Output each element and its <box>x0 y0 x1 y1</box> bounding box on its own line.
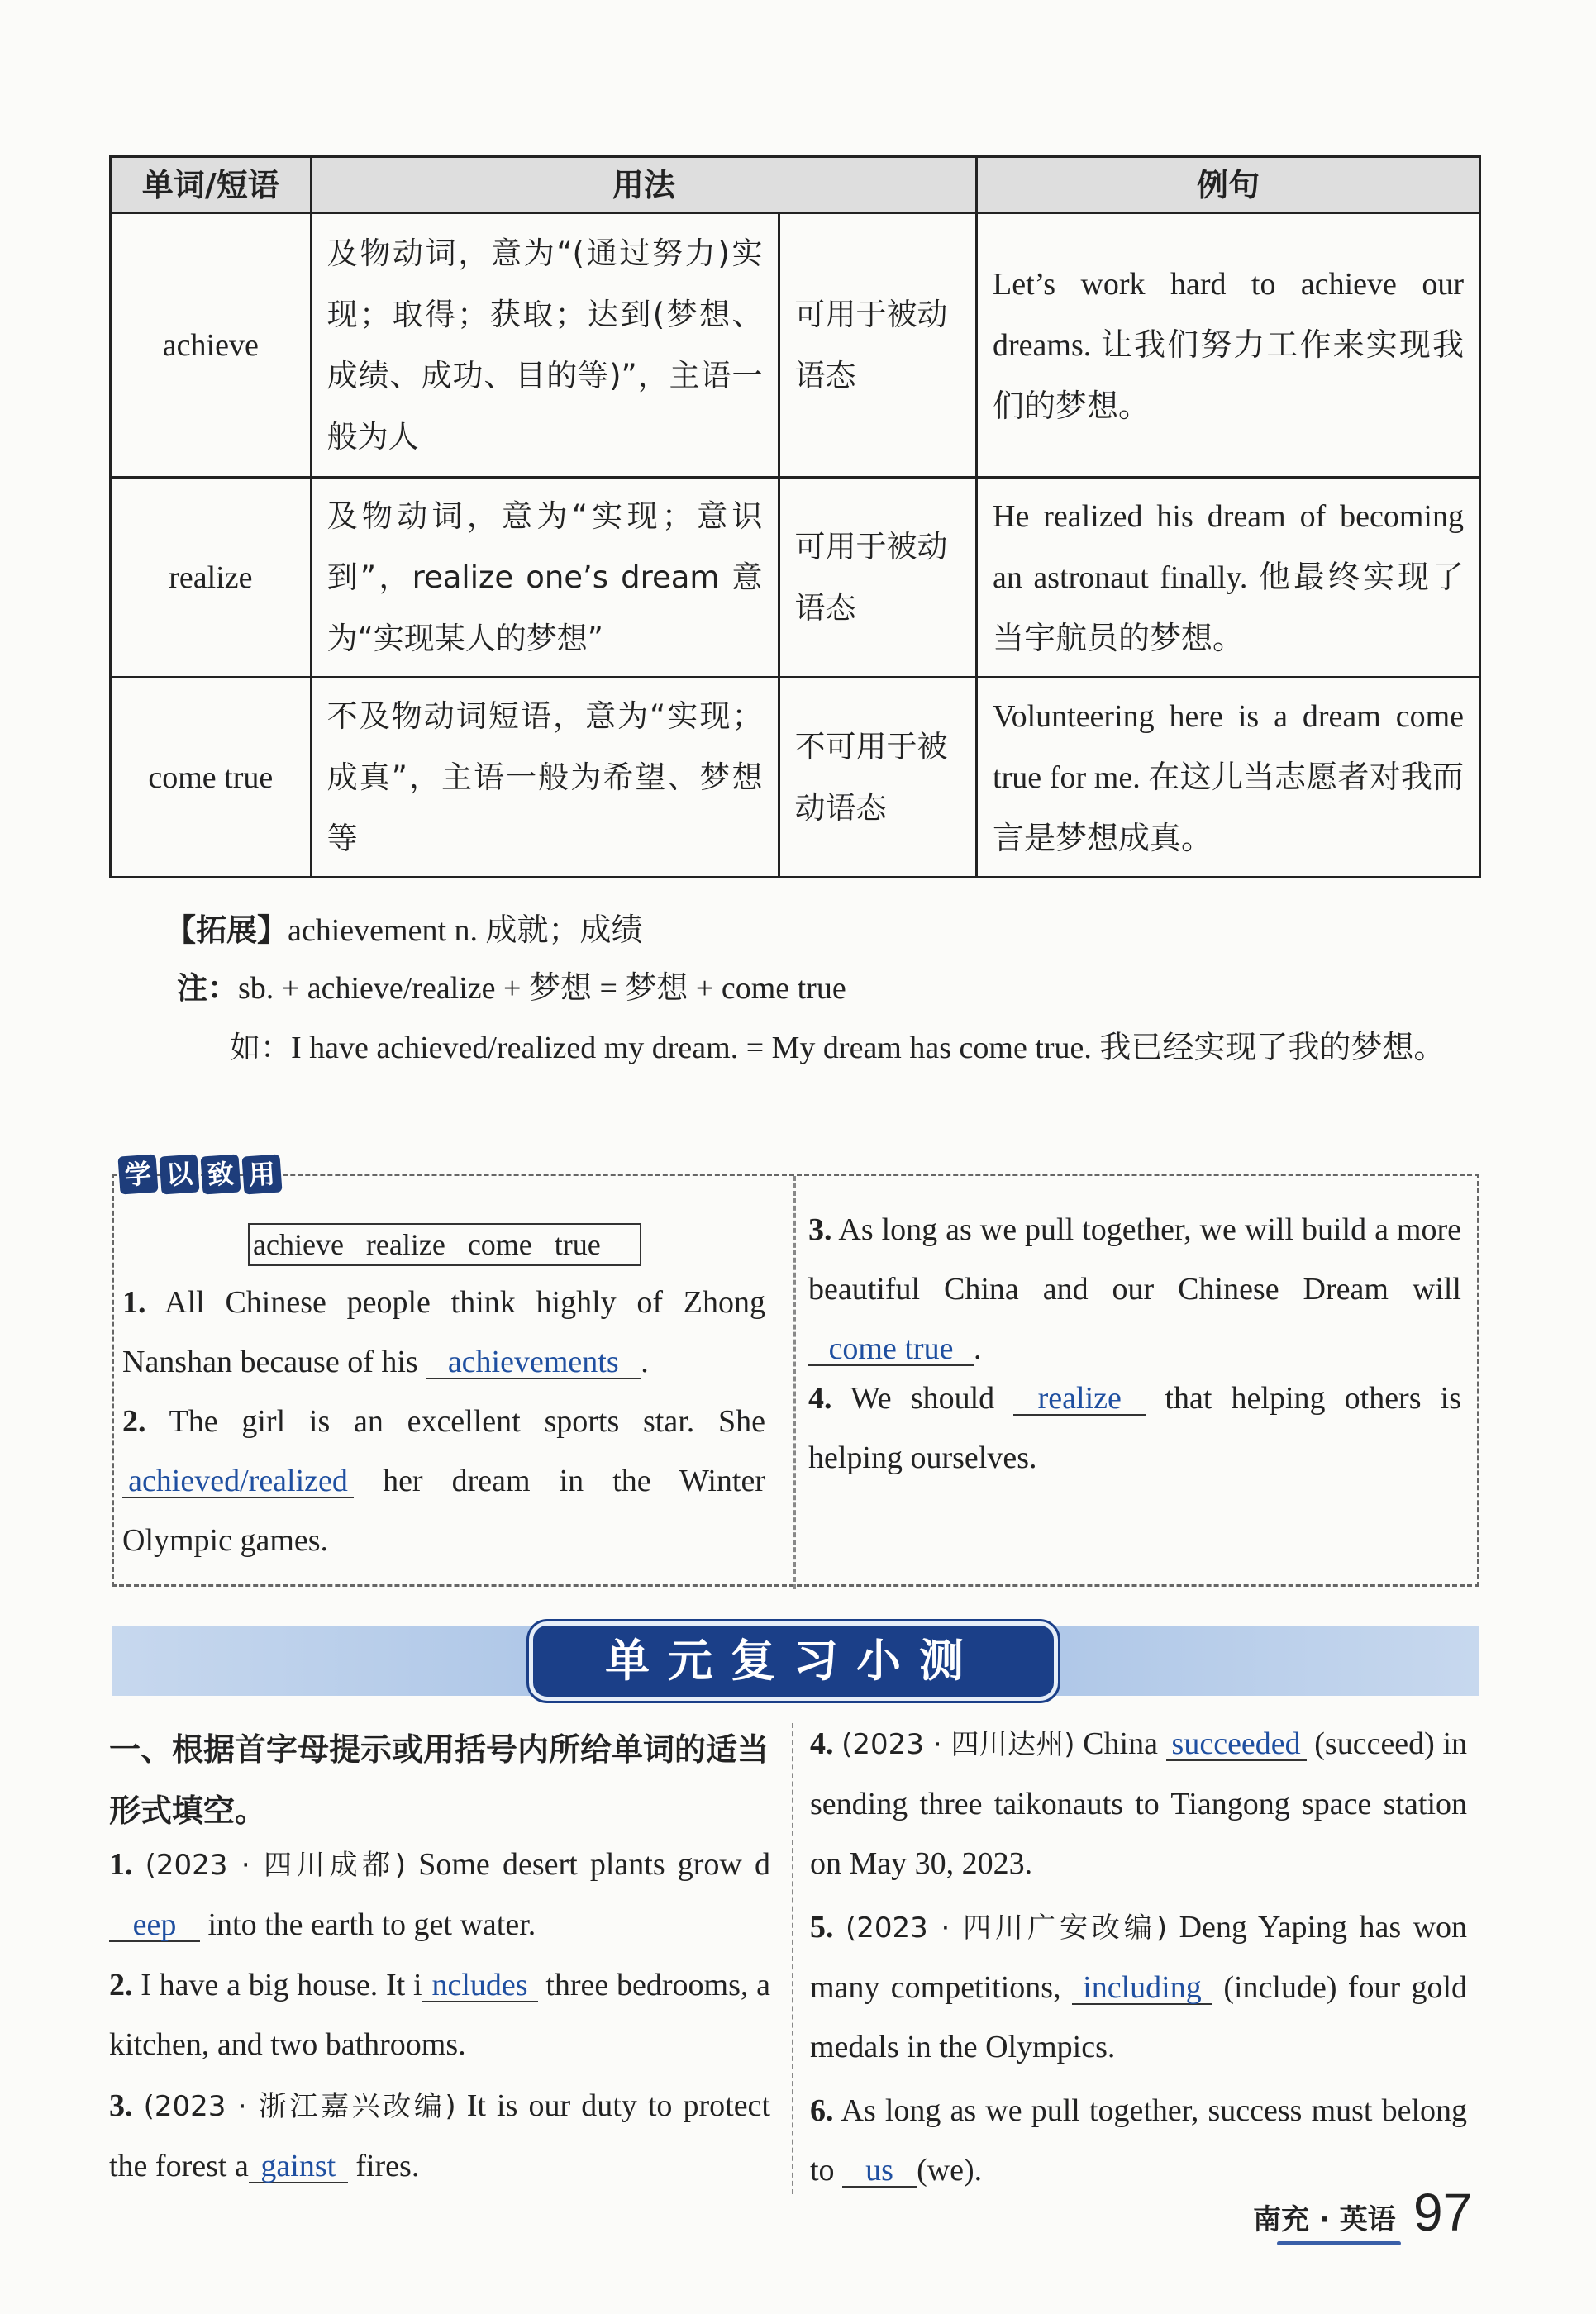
row-voice: 可用于被动语态 <box>779 478 977 678</box>
row-usage: 不及物动词短语，意为“实现；成真”，主语一般为希望、梦想等 <box>311 678 779 878</box>
expand-label: 【拓展】 <box>165 912 288 948</box>
practice-item-1: 1. All Chinese people think highly of Zhong Nanshan because of his achievements . <box>122 1285 765 1379</box>
tag-char: 以 <box>159 1154 199 1194</box>
note-label: 注： <box>177 970 238 1006</box>
section-divider <box>792 1723 793 2194</box>
test-item-1: 1. (2023 · 四川成都) Some desert plants grow deep into the earth to get water. <box>109 1847 771 1942</box>
section-title: 一、根据首字母提示或用括号内所给单词的适当形式填空。 <box>109 1731 769 1829</box>
practice-item-4: 4. We should realize that helping others is helping ourselves. <box>808 1381 1461 1475</box>
header-usage: 用法 <box>311 157 976 213</box>
answer-blank: succeeded <box>1166 1728 1307 1761</box>
answer-blank: come true <box>808 1333 974 1366</box>
expand-line <box>165 901 643 960</box>
answer-blank: realize <box>1013 1383 1146 1416</box>
note-line <box>177 959 846 1018</box>
page-number: 97 <box>1413 2183 1473 2242</box>
row-voice: 不可用于被动语态 <box>779 678 977 878</box>
footer-line <box>1277 2241 1401 2245</box>
row-example: He realized his dream of becoming an astronaut finally. 他最终实现了当宇航员的梦想。 <box>977 478 1480 678</box>
footer-label: 南充 · 英语 <box>1253 2203 1396 2236</box>
row-example: Volunteering here is a dream come true for me. 在这儿当志愿者对我而言是梦想成真。 <box>977 678 1480 878</box>
row-voice: 可用于被动语态 <box>779 213 977 478</box>
row-word: achieve <box>111 213 312 478</box>
note-example-label: 如： <box>230 1030 291 1065</box>
answer-blank: gainst <box>249 2150 348 2183</box>
note-example <box>230 1018 1482 1078</box>
practice-tag <box>119 1155 281 1193</box>
row-word: realize <box>111 478 312 678</box>
tag-char: 致 <box>200 1154 241 1194</box>
practice-divider <box>793 1176 796 1589</box>
unit-test-title: 单元复习小测 <box>529 1621 1058 1701</box>
row-usage: 及物动词，意为“(通过努力)实现；取得；获取；达到(梦想、成绩、成功、目的等)”，主语一般为人 <box>311 213 779 478</box>
note-example-text: I have achieved/realized my dream. = My dream has come true. 我已经实现了我的梦想。 <box>291 1031 1446 1065</box>
row-usage: 及物动词，意为“实现；意识到”，realize one’s dream 意为“实现某人的梦想” <box>311 478 779 678</box>
table-row <box>111 478 1480 678</box>
answer-blank: achievements <box>426 1346 641 1379</box>
practice-item-2: 2. The girl is an excellent sports star. She achieved/realized her dream in the Winter Olympic games. <box>122 1404 766 1558</box>
practice-item-3: 3. As long as we pull together, we will build a more beautiful China and our Chinese Dream will come true . <box>808 1212 1461 1366</box>
test-item-5: 5. (2023 · 四川广安改编) Deng Yaping has won many competitions, including (include) four gold medals in the Olympics. <box>810 1910 1468 2064</box>
answer-blank: ncludes <box>422 1969 538 2002</box>
tag-char: 学 <box>117 1154 158 1194</box>
test-item-4: 4. (2023 · 四川达州) China succeeded (succeed) in sending three taikonauts to Tiangong space station on May 30, 2023. <box>810 1726 1468 1881</box>
table-header-row <box>111 157 1480 213</box>
tag-char: 用 <box>241 1154 282 1194</box>
answer-blank: achieved/realized <box>122 1465 354 1498</box>
vocab-table <box>109 155 1481 878</box>
test-item-3: 3. (2023 · 浙江嘉兴改编) It is our duty to protect the forest a gainst fires. <box>109 2088 770 2183</box>
answer-blank: us <box>842 2154 917 2188</box>
expand-text: achievement n. 成就；成绩 <box>288 913 643 948</box>
test-item-6: 6. As long as we pull together, success must belong to us (we). <box>810 2093 1467 2188</box>
header-example: 例句 <box>977 157 1480 213</box>
row-word: come true <box>111 678 312 878</box>
table-row <box>111 213 1480 478</box>
answer-blank: including <box>1072 1972 1212 2005</box>
word-box: achieve realize come true <box>248 1223 641 1266</box>
note-text: sb. + achieve/realize + 梦想 = 梦想 + come true <box>238 971 846 1006</box>
test-item-2: 2. I have a big house. It i ncludes three bedrooms, a kitchen, and two bathrooms. <box>109 1968 771 2062</box>
answer-blank: eep <box>109 1909 200 1942</box>
table-row <box>111 678 1480 878</box>
header-word: 单词/短语 <box>111 157 312 213</box>
row-example: Let’s work hard to achieve our dreams. 让我们努力工作来实现我们的梦想。 <box>977 213 1480 478</box>
